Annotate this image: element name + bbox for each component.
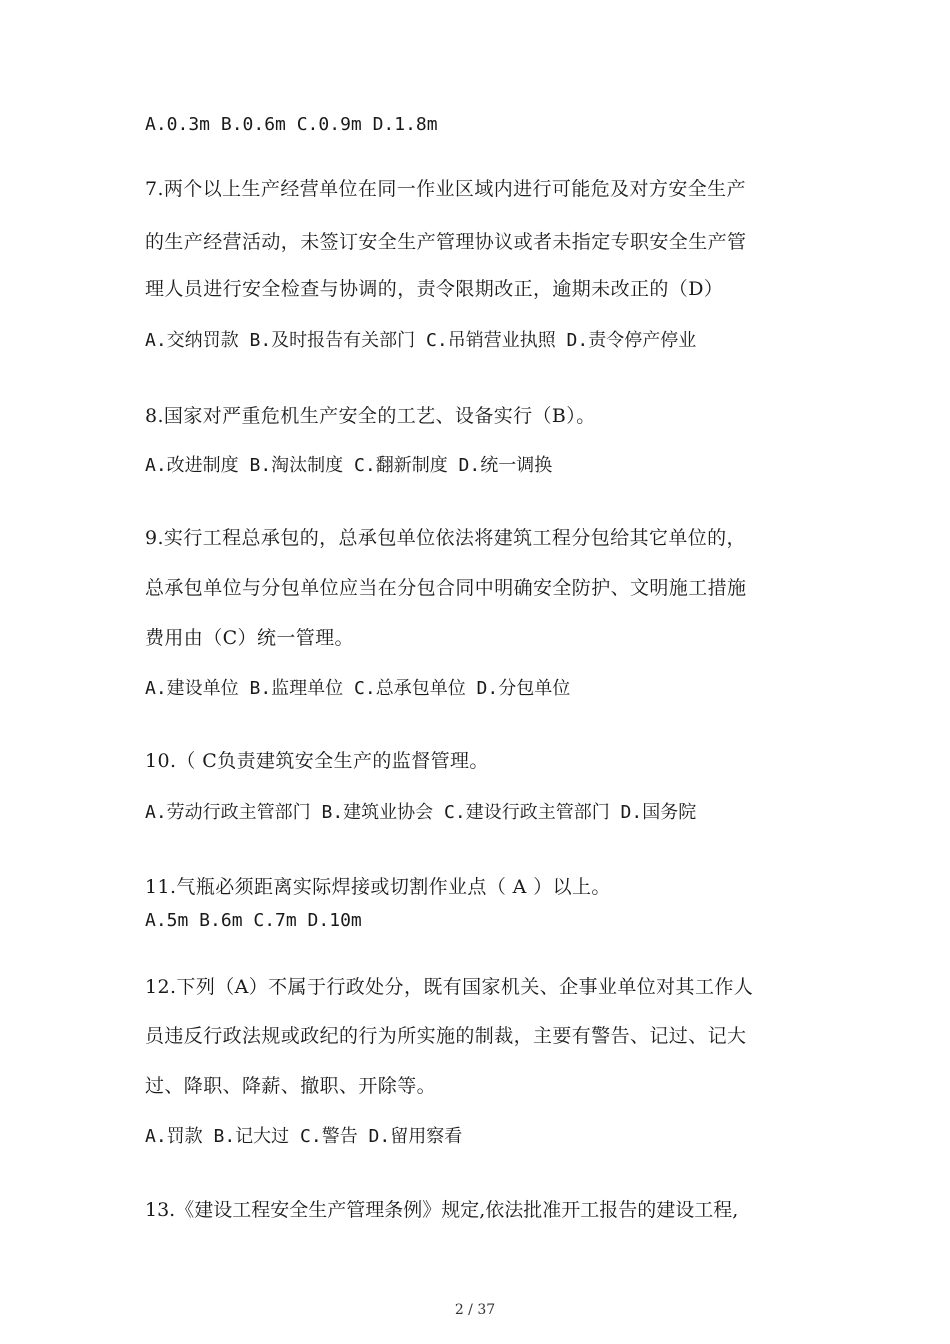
q12-line-2: 员违反行政法规或政纪的行为所实施的制裁，主要有警告、记过、记大 xyxy=(145,1025,747,1047)
page-number: 2 / 37 xyxy=(454,1302,496,1318)
q7-line-2: 的生产经营活动，未签订安全生产管理协议或者未指定专职安全生产管 xyxy=(145,231,747,253)
q12-options: A.罚款 B.记大过 C.警告 D.留用察看 xyxy=(145,1126,463,1147)
q9-options: A.建设单位 B.监理单位 C.总承包单位 D.分包单位 xyxy=(145,678,571,699)
q7-line-3: 理人员进行安全检查与协调的，责令限期改正，逾期未改正的（D） xyxy=(145,278,724,300)
q10-options: A.劳动行政主管部门 B.建筑业协会 C.建设行政主管部门 D.国务院 xyxy=(145,802,697,823)
q6-options: A.0.3m B.0.6m C.0.9m D.1.8m xyxy=(145,114,438,135)
q9-line-1: 9.实行工程总承包的，总承包单位依法将建筑工程分包给其它单位的， xyxy=(145,527,746,549)
q13-line-1: 13.《建设工程安全生产管理条例》规定,依法批准开工报告的建设工程, xyxy=(145,1199,739,1221)
q10-line-1: 10.（ C负责建筑安全生产的监督管理。 xyxy=(145,750,489,772)
q12-line-3: 过、降职、降薪、撤职、开除等。 xyxy=(145,1075,437,1097)
q12-line-1: 12.下列（A）不属于行政处分，既有国家机关、企事业单位对其工作人 xyxy=(145,976,754,998)
q8-line-1: 8.国家对严重危机生产安全的工艺、设备实行（B）。 xyxy=(145,405,596,427)
q9-line-2: 总承包单位与分包单位应当在分包合同中明确安全防护、文明施工措施 xyxy=(145,577,747,599)
q11-line-1: 11.气瓶必须距离实际焊接或切割作业点（ A ）以上。 xyxy=(145,876,611,898)
q7-line-1: 7.两个以上生产经营单位在同一作业区域内进行可能危及对方安全生产 xyxy=(145,178,746,200)
q9-line-3: 费用由（C）统一管理。 xyxy=(145,627,354,649)
q7-options: A.交纳罚款 B.及时报告有关部门 C.吊销营业执照 D.责令停产停业 xyxy=(145,330,697,351)
q11-options: A.5m B.6m C.7m D.10m xyxy=(145,910,362,931)
q8-options: A.改进制度 B.淘汰制度 C.翻新制度 D.统一调换 xyxy=(145,455,553,476)
